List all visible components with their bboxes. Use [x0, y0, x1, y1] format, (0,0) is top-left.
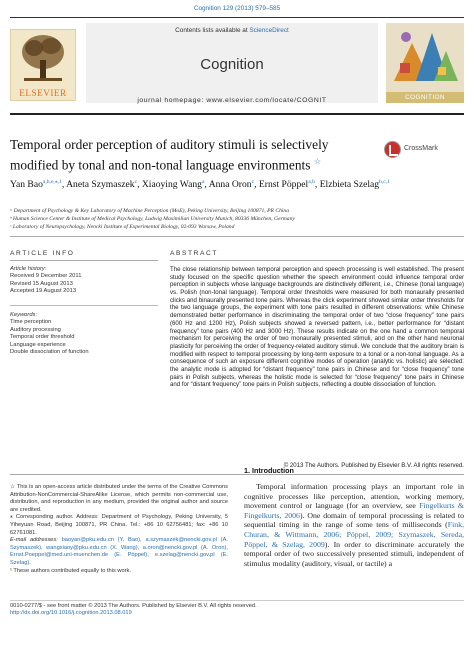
keyword-item: Language experience	[10, 341, 66, 348]
email-addresses	[10, 537, 228, 567]
introduction-text	[244, 482, 464, 568]
journal-name: Cognition	[200, 56, 264, 73]
intro-text-tail: ). In order to discriminate accurately the temporal order of two successively presented stimuli, independent of stimulus modality (auditory, visual, or tactile) a	[244, 539, 464, 568]
elsevier-logo	[10, 29, 76, 101]
author-name[interactable]: Xiaoying Wang	[141, 179, 202, 191]
contents-prefix: Contents lists available at	[175, 27, 250, 34]
section-rule	[10, 236, 464, 237]
author-affiliation-mark[interactable]: b,c,1	[379, 179, 390, 185]
keyword-item: Double dissociation of function	[10, 349, 89, 356]
equal-contribution-note: ¹ These authors contributed equally to this work.	[10, 567, 131, 574]
affiliation-item: ᵃ Department of Psychology & Key Laboratory of Machine Perception (MoE), Peking University, Beijing 100871, PR China	[10, 208, 290, 214]
history-title: Article history:	[10, 266, 47, 272]
history-rule	[10, 305, 158, 306]
author-separator: ,	[254, 179, 259, 191]
intro-text-lead: Temporal information processing plays an important role in cognitive processes like perception, attention, working memory, movement control or language (for an overview, see	[244, 482, 464, 511]
doi-link[interactable]: http://dx.doi.org/10.1016/j.cognition.2013.08.019	[10, 610, 132, 617]
author-affiliation-mark[interactable]: a	[201, 179, 205, 185]
author-affiliation-mark[interactable]: c	[134, 179, 138, 185]
keywords	[10, 312, 158, 356]
keyword-item: Time perception	[10, 319, 52, 326]
homepage-link[interactable]: www.elsevier.com/locate/COGNIT	[206, 97, 327, 104]
affiliation-item: ᶜ Laboratory of Neuropsychology, Nencki Institute of Experimental Biology, 02-093 Warsaw, Poland	[10, 224, 235, 231]
abstract-rule	[170, 260, 464, 261]
footer-rule	[10, 600, 464, 601]
header-rule	[10, 17, 464, 18]
journal-cover	[386, 23, 464, 103]
keywords-title: Keywords:	[10, 312, 38, 318]
article-title	[10, 136, 355, 173]
affiliation-item: ᵇ Human Science Center & Institute of Medical Psychology, Ludwig Maximilian University Munich, 80336 München, Germany	[10, 216, 295, 223]
history-received: Received 9 December 2011	[10, 273, 82, 280]
journal-citation[interactable]: Cognition 129 (2013) 579–585	[193, 5, 281, 12]
contents-line	[86, 27, 378, 34]
author-separator: ,	[314, 179, 320, 191]
citation-link[interactable]: Fingelkurts & Fingelkurts, 2006	[244, 501, 464, 520]
email-prefix: E-mail addresses:	[10, 537, 62, 544]
author-separator: ,	[137, 179, 142, 191]
author-name[interactable]: Aneta Szymaszek	[66, 179, 135, 191]
affiliations	[10, 207, 464, 232]
open-access-note: ☆ This is an open-access article distributed under the terms of the Creative Commons Attribution-NonCommercial-ShareAlike License, which permits non-commercial use, distribution, and reproduction in any medium, provided the original author and source are credited.	[10, 484, 228, 513]
article-history	[10, 266, 158, 296]
title-footnote-mark[interactable]: ☆	[313, 157, 322, 166]
author-separator: ,	[204, 179, 209, 191]
abstract-bottom-rule	[10, 474, 464, 475]
history-revised: Revised 15 August 2013	[10, 280, 73, 287]
header-rule-thick	[10, 113, 464, 115]
article-info-heading: ARTICLE INFO	[10, 250, 75, 257]
author-name[interactable]: Elzbieta Szelag	[319, 179, 380, 191]
history-accepted: Accepted 19 August 2013	[10, 288, 77, 295]
cover-label: COGNITION	[386, 92, 464, 103]
article-title-text: Temporal order perception of auditory stimuli is selectively modified by tonal and non-tonal language environments	[10, 137, 329, 173]
issn-line: 0010-0277/$ - see front matter © 2013 The Authors. Published by Elsevier B.V. All rights reserved.	[10, 603, 257, 609]
copyright-line: © 2013 The Authors. Published by Elsevier B.V. All rights reserved.	[283, 462, 464, 469]
abstract-heading: ABSTRACT	[170, 250, 218, 257]
introduction-paragraph	[244, 482, 464, 568]
author-separator: ,	[61, 179, 67, 191]
cover-artwork-icon	[386, 23, 464, 92]
footnotes	[10, 484, 228, 575]
abstract-text: The close relationship between temporal perception and speech processing is well established. The present study focused on the specific question whether the speech environment could influence temporal order perception in subjects whose language backgrounds are distinctively different, i.e., Chinese (tonal language) vs. Polish (non-tonal language). Temporal order thresholds were measured for both monaurally presented clicks and binaurally presented tone pairs. Whereas the click experiment showed similar order thresholds for the two language groups, the experiment with tone pairs resulted in different observations: while Chinese demonstrated better performance in discriminating the temporal order of two “close frequency” tone pairs (600 Hz and 1200 Hz), Polish subjects showed a reversed pattern, i.e., better performance for “distant frequency” tone pairs (400 Hz and 3000 Hz). These results indicate on the one hand a common temporal mechanism for perceiving the order of two monaurally presented stimuli, and on the other hand neuronal plasticity for perceiving the order of frequency-related auditory stimuli. We conclude that the auditory brain is modified with respect to temporal processing by long-term exposure to a tonal or a non-tonal language. As a consequence of such an exposure different cognitive modes of operation (analytic vs. holistic) are selected: the analytic mode is adopted for “distant frequency” tone pairs in Chinese and for “close frequency” tone pairs in Polish subjects, whereas the holistic mode is selected for “close frequency” tone pairs in Chinese and for “distant frequency” tone pairs in Polish subjects, reflecting a double dissociation of function.	[170, 266, 464, 389]
crossmark-label: CrossMark	[404, 145, 438, 152]
author-name[interactable]: Yan Bao	[10, 179, 43, 191]
crossmark-button[interactable]	[384, 140, 464, 160]
sciencedirect-link[interactable]: ScienceDirect	[249, 27, 289, 34]
author-affiliation-mark[interactable]: c	[251, 179, 255, 185]
elsevier-tree-icon	[16, 32, 70, 84]
email-links[interactable]: baoyan@pku.edu.cn (Y. Bao), a.szymaszek@nencki.gov.pl (A. Szymaszek), wangxiaoy@pku.edu.cn (X. Wang), a.oron@nencki.gov.pl (A. Oron), Ernst.Poeppel@med.uni-muenchen.de (E. Pöppel), e.szelag@nencki.gov.pl (E. Szelag).	[10, 537, 228, 566]
corresponding-author-note: ⁎ Corresponding author. Address: Department of Psychology, Peking University, 5 Yiheyuan Road, Beijing 100871, PR China. Tel.: +86 10 62756481; fax: +86 10 62761081.	[10, 514, 228, 536]
introduction-heading: 1. Introduction	[244, 466, 294, 475]
keyword-item: Auditory processing	[10, 326, 61, 333]
author-name[interactable]: Ernst Pöppel	[258, 179, 309, 191]
keyword-item: Temporal order threshold	[10, 334, 75, 341]
article-info-rule	[10, 260, 158, 261]
citation-link[interactable]: Fink, Churan, & Wittmann, 2006; Pöppel, 2009; Szymaszek, Sereda, Pöppel, & Szelag, 2009	[244, 520, 464, 549]
homepage-prefix: journal homepage:	[137, 97, 207, 104]
intro-text-mid: ). One domain of temporal processing is related to sequential timing in the range of some tens of milliseconds (	[244, 510, 464, 530]
footer	[10, 603, 310, 618]
author-affiliation-mark[interactable]: a,b,e,⁎,1	[42, 179, 62, 185]
crossmark-icon	[384, 141, 401, 158]
author-list	[10, 176, 464, 191]
homepage-line	[86, 97, 378, 104]
author-name[interactable]: Anna Oron	[208, 179, 252, 191]
author-affiliation-mark[interactable]: a,b	[308, 179, 315, 185]
elsevier-wordmark: ELSEVIER	[19, 88, 67, 98]
